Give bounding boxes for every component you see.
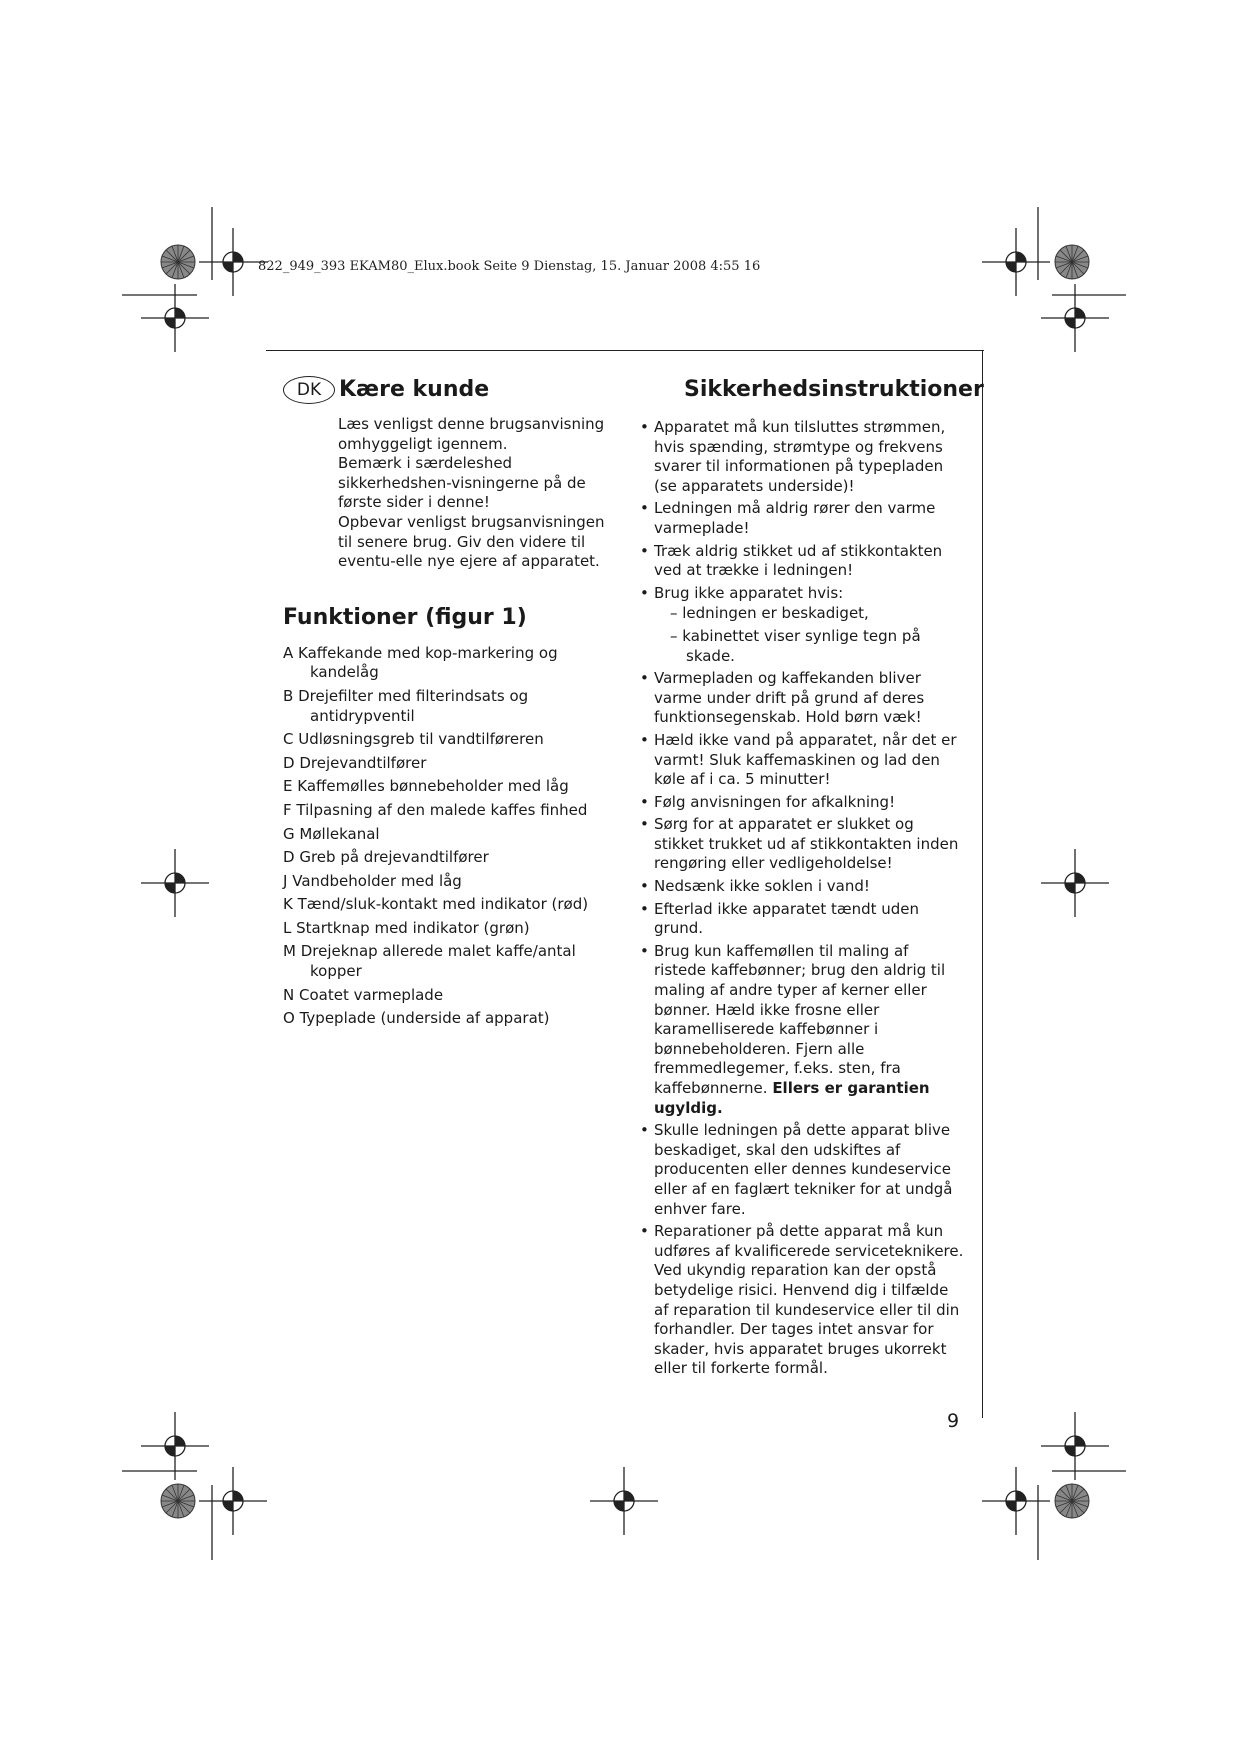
- item-letter: N: [283, 985, 295, 1004]
- sub-list-item: – ledningen er beskadiget,: [670, 604, 869, 623]
- list-item: • Ledningen må aldrig rører den varme varmeplade!: [640, 499, 936, 537]
- item-letter: J: [283, 871, 288, 890]
- list-item: [283, 895, 623, 915]
- list-item: • Varmepladen og kaffekanden bliver varme under drift på grund af deres funktionsegenskab. Hold børn væk!: [640, 669, 925, 727]
- safety-list: [640, 418, 965, 1379]
- item-text: Tænd/sluk-kontakt med indikator (rød): [297, 895, 589, 914]
- list-item: • Træk aldrig stikket ud af stikkontakten ved at trække i ledningen!: [640, 541, 943, 580]
- safety-heading: [640, 375, 984, 405]
- right-column: [640, 375, 984, 1382]
- item-letter: D: [283, 848, 295, 867]
- item-letter: A: [283, 643, 294, 662]
- list-item: [283, 754, 623, 774]
- list-item: [283, 687, 623, 726]
- item-text: Brug kun kaffemøllen til maling af ristede kaffebønner; brug den aldrig til maling af andre typer af kerner eller bønner. Hæld ikke frosne eller karamelliserede kaffebønner i bønnebeholderen. Fjern alle fremmedlegemer, f.eks. sten, fra kaffebønnerne.: [654, 941, 946, 1097]
- list-item: [283, 730, 623, 750]
- item-text: Møllekanal: [299, 824, 380, 843]
- list-item: • Nedsænk ikke soklen i vand!: [640, 877, 870, 896]
- intro-heading: [283, 375, 623, 405]
- list-item: [283, 825, 623, 845]
- list-item: • Apparatet må kun tilsluttes strømmen, hvis spænding, strømtype og frekvens svarer til informationen på typepladen (se apparatets underside)!: [640, 418, 946, 495]
- list-item: [283, 919, 623, 939]
- item-letter: O: [283, 1009, 295, 1028]
- left-column: [283, 375, 623, 1033]
- item-text: Drejeknap allerede malet kaffe/antal kopper: [300, 942, 576, 981]
- list-item: [283, 1009, 623, 1029]
- list-item: • Hæld ikke vand på apparatet, når det er varmt! Sluk kaffemaskinen og lad den køle af i ca. 5 minutter!: [640, 730, 957, 789]
- item-bold-text: Ellers er garantien ugyldig.: [654, 1079, 930, 1117]
- intro-paragraph: Bemærk i særdeleshed sikkerhedshen-visningerne på de første sider i denne!: [338, 454, 586, 512]
- list-item: • Skulle ledningen på dette apparat blive beskadiget, skal den udskiftes af producenten eller dennes kundeservice eller af en faglært tekniker for at undgå enhver fare.: [640, 1121, 953, 1218]
- list-item: • Sørg for at apparatet er slukket og stikket trukket ud af stikkontakten inden rengøring eller vedligeholdelse!: [640, 815, 959, 873]
- intro-title: Kære kunde: [339, 377, 490, 402]
- item-text: Startknap med indikator (grøn): [296, 918, 530, 937]
- list-item: [283, 777, 623, 797]
- item-text: Ledningen må aldrig rører den varme varmeplade!: [654, 499, 936, 537]
- item-text: Typeplade (underside af apparat): [299, 1009, 550, 1028]
- list-item: [283, 872, 623, 892]
- item-text: Træk aldrig stikket ud af stikkontakten ved at trække i ledningen!: [654, 541, 943, 580]
- list-item: • Reparationer på dette apparat må kun udføres af kvalificerede serviceteknikere. Ved ukyndig reparation kan der opstå betydelige risici. Henvend dig i tilfælde af reparation til kundeservice eller til din forhandler. Der tages intet ansvar for skader, hvis apparatet bruges ukorrekt eller til forkerte formål.: [640, 1222, 964, 1378]
- item-text: Sørg for at apparatet er slukket og stikket trukket ud af stikkontakten inden rengøring eller vedligeholdelse!: [654, 815, 959, 873]
- item-letter: C: [283, 730, 294, 749]
- item-letter: K: [283, 895, 293, 914]
- item-text: Vandbeholder med låg: [292, 871, 462, 890]
- item-letter: F: [283, 800, 292, 819]
- item-text: Kaffekande med kop-markering og kandelåg: [298, 643, 558, 682]
- item-text: Nedsænk ikke soklen i vand!: [654, 877, 870, 896]
- list-item: [283, 942, 623, 981]
- item-text: Hæld ikke vand på apparatet, når det er varmt! Sluk kaffemaskinen og lad den køle af i ca. 5 minutter!: [654, 730, 957, 789]
- safety-title: Sikkerhedsinstruktioner: [684, 377, 984, 402]
- item-text: Udløsningsgreb til vandtilføreren: [298, 730, 544, 749]
- item-text: Tilpasning af den malede kaffes finhed: [296, 800, 588, 819]
- item-text: Varmepladen og kaffekanden bliver varme under drift på grund af deres funktionsegenskab. Hold børn væk!: [654, 669, 925, 727]
- item-letter: D: [283, 753, 295, 772]
- list-item: • Brug ikke apparatet hvis: – ledningen er beskadiget, – kabinettet viser synlige tegn på skade.: [640, 584, 965, 666]
- item-letter: L: [283, 918, 292, 937]
- print-slug-line: 822_949_393 EKAM80_Elux.book Seite 9 Dienstag, 15. Januar 2008 4:55 16: [258, 259, 761, 274]
- list-item: • Følg anvisningen for afkalkning!: [640, 792, 896, 811]
- item-text: Apparatet må kun tilsluttes strømmen, hvis spænding, strømtype og frekvens svarer til informationen på typepladen (se apparatets underside)!: [654, 418, 946, 495]
- sub-list-item: – kabinettet viser synlige tegn på skade.: [670, 626, 921, 665]
- item-text: Skulle ledningen på dette apparat blive beskadiget, skal den udskiftes af producenten eller dennes kundeservice eller af en faglært tekniker for at undgå enhver fare.: [654, 1121, 953, 1218]
- item-letter: M: [283, 942, 296, 961]
- item-text: Coatet varmeplade: [299, 985, 444, 1004]
- item-text: Følg anvisningen for afkalkning!: [654, 792, 896, 811]
- item-text: Brug ikke apparatet hvis:: [654, 583, 844, 602]
- item-letter: B: [283, 686, 294, 705]
- list-item: [283, 801, 623, 821]
- intro-text: [338, 415, 623, 572]
- sub-list: [654, 604, 965, 666]
- list-item: [283, 644, 623, 683]
- item-letter: G: [283, 824, 295, 843]
- item-text: Reparationer på dette apparat må kun udføres af kvalificerede serviceteknikere. Ved ukyndig reparation kan der opstå betydelige risici. Henvend dig i tilfælde af reparation til kundeservice eller til din forhandler. Der tages intet ansvar for skader, hvis apparatet bruges ukorrekt eller til forkerte formål.: [654, 1222, 964, 1378]
- item-letter: E: [283, 777, 293, 796]
- frame-top-rule: [266, 350, 984, 351]
- intro-paragraph: Læs venligst denne brugsanvisning omhyggeligt igennem.: [338, 415, 605, 453]
- item-text: Drejevandtilfører: [299, 753, 427, 772]
- functions-list: [283, 644, 623, 1029]
- item-text: Efterlad ikke apparatet tændt uden grund.: [654, 899, 920, 938]
- language-badge: DK: [283, 376, 335, 404]
- item-text: Greb på drejevandtilfører: [299, 848, 489, 867]
- page-number: 9: [947, 1410, 960, 1432]
- item-text: Kaffemølles bønnebeholder med låg: [297, 777, 569, 796]
- list-item: [283, 848, 623, 868]
- functions-title: Funktioner (figur 1): [283, 604, 527, 630]
- item-text: Drejefilter med filterindsats og antidrypventil: [298, 686, 529, 725]
- intro-paragraph: Opbevar venligst brugsanvisningen til senere brug. Giv den videre til eventu-elle nye ejere af apparatet.: [338, 512, 605, 571]
- list-item: • Brug kun kaffemøllen til maling af ristede kaffebønner; brug den aldrig til maling af andre typer af kerner eller bønner. Hæld ikke frosne eller karamelliserede kaffebønner i bønnebeholderen. Fjern alle fremmedlegemer, f.eks. sten, fra kaffebønnerne. Ellers er garantien ugyldig.: [640, 941, 946, 1117]
- list-item: • Efterlad ikke apparatet tændt uden grund.: [640, 899, 920, 938]
- list-item: [283, 986, 623, 1006]
- frame-right-rule: [982, 350, 983, 1418]
